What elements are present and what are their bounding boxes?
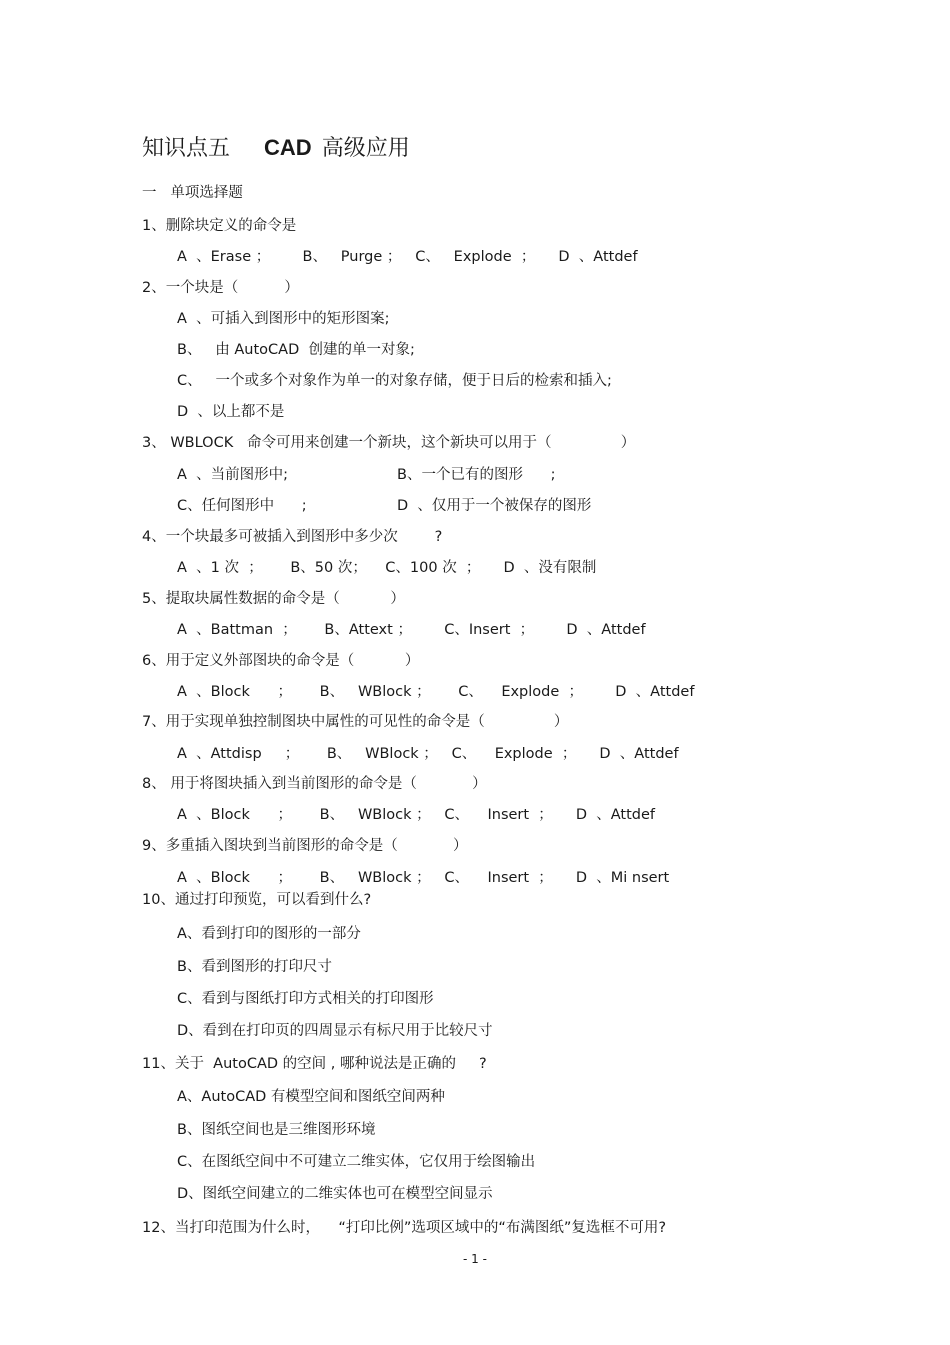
text-line: 9、多重插入图块到当前图形的命令是（ ） — [142, 838, 468, 854]
text-line: A 、可插入到图形中的矩形图案; — [177, 311, 390, 327]
text-line: B、看到图形的打印尺寸 — [177, 959, 332, 975]
text-line: B、图纸空间也是三维图形环境 — [177, 1122, 376, 1138]
text-line: 1、删除块定义的命令是 — [142, 218, 297, 234]
text-line: 11、关于 AutoCAD 的空间 , 哪种说法是正确的 ? — [142, 1056, 487, 1072]
title-prefix: 知识点五 — [142, 136, 231, 161]
text-line: D 、以上都不是 — [177, 404, 285, 420]
text-line: D、看到在打印页的四周显示有标尺用于比较尺寸 — [177, 1023, 493, 1039]
section-heading: 一 单项选择题 — [142, 185, 243, 201]
text-line: C、看到与图纸打印方式相关的打印图形 — [177, 991, 434, 1007]
text-line: D、图纸空间建立的二维实体也可在模型空间显示 — [177, 1186, 493, 1202]
text-line: 4、一个块最多可被插入到图形中多少次 ? — [142, 529, 443, 545]
text-line: 3、 WBLOCK 命令可用来创建一个新块，这个新块可以用于（ ） — [142, 435, 636, 451]
text-line: A 、Battman ； B、Attext ； C、Insert ； D 、Attdef — [177, 622, 646, 638]
text-line: A 、Block ； B、 WBlock ； C、 Insert ； D 、Mi nsert — [177, 870, 670, 886]
text-line: C、任何图形中 ; — [177, 498, 307, 514]
text-line: A、AutoCAD 有模型空间和图纸空间两种 — [177, 1089, 445, 1105]
text-line: C、在图纸空间中不可建立二维实体，它仅用于绘图输出 — [177, 1154, 536, 1170]
text-line: 5、提取块属性数据的命令是（ ） — [142, 591, 405, 607]
text-line: 8、 用于将图块插入到当前图形的命令是（ ） — [142, 776, 487, 792]
text-line: B、一个已有的图形 ; — [397, 467, 556, 483]
text-line: 6、用于定义外部图块的命令是（ ） — [142, 653, 420, 669]
text-line: D 、仅用于一个被保存的图形 — [397, 498, 592, 514]
text-line: A、看到打印的图形的一部分 — [177, 926, 361, 942]
text-line: A 、Erase ； B、 Purge ； C、 Explode ； D 、Attdef — [177, 249, 638, 265]
page-title — [142, 134, 410, 163]
text-line: A 、Block ； B、 WBlock ； C、 Explode ； D 、Attdef — [177, 684, 695, 700]
title-suffix: 高级应用 — [321, 136, 410, 161]
text-line: A 、当前图形中; — [177, 467, 289, 483]
text-line: A 、Block ； B、 WBlock ； C、 Insert ； D 、Attdef — [177, 807, 655, 823]
text-line: 7、用于实现单独控制图块中属性的可见性的命令是（ ） — [142, 714, 569, 730]
text-line: 12、当打印范围为什么时， “打印比例”选项区域中的“布满图纸”复选框不可用? — [142, 1220, 667, 1236]
text-line: C、 一个或多个对象作为单一的对象存储，便于日后的检索和插入; — [177, 373, 612, 389]
text-line: A 、1 次 ； B、50 次； C、100 次 ； D 、没有限制 — [177, 560, 597, 576]
text-line: 2、一个块是（ ） — [142, 280, 299, 296]
text-line: 10、通过打印预览，可以看到什么? — [142, 892, 372, 908]
text-line: B、 由 AutoCAD 创建的单一对象; — [177, 342, 415, 358]
text-line: A 、Attdisp ； B、 WBlock ； C、 Explode ； D 、Attdef — [177, 746, 679, 762]
title-bold: CAD — [264, 135, 312, 160]
page-number: - 1 - — [463, 1252, 487, 1266]
